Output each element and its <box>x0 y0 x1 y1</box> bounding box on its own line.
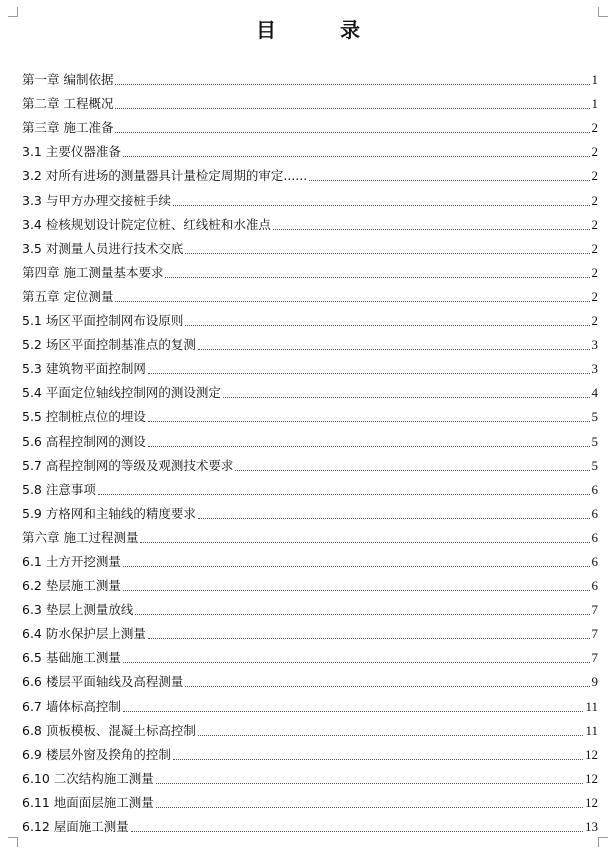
toc-entry-page-number[interactable]: 6 <box>591 578 598 594</box>
toc-entry-text[interactable]: 第四章 施工测量基本要求 <box>22 264 164 280</box>
toc-entry-text[interactable]: 6.6 楼层平面轴线及高程测量 <box>22 674 184 690</box>
toc-entry-text[interactable]: 5.8 注意事项 <box>22 481 96 497</box>
toc-entry-page-number[interactable]: 2 <box>591 288 598 304</box>
toc-entry-page-number[interactable]: 9 <box>591 674 598 690</box>
toc-dot-leader <box>273 229 590 230</box>
toc-entry-text[interactable]: 5.6 高程控制网的测设 <box>22 433 146 449</box>
toc-entry[interactable] <box>22 425 598 449</box>
toc-entry-text[interactable]: 6.10 二次结构施工测量 <box>22 770 154 786</box>
toc-entry[interactable] <box>22 570 598 594</box>
toc-entry-text[interactable]: 5.9 方格网和主轴线的精度要求 <box>22 505 196 521</box>
toc-entry[interactable] <box>22 88 598 112</box>
toc-entry[interactable] <box>22 450 598 474</box>
toc-entry-page-number[interactable]: 4 <box>591 385 598 401</box>
toc-entry-page-number[interactable]: 2 <box>591 240 598 256</box>
toc-dot-leader <box>185 253 589 254</box>
toc-entry[interactable] <box>22 112 598 136</box>
toc-entry-text[interactable]: 5.2 场区平面控制基准点的复测 <box>22 337 196 353</box>
toc-entry-text[interactable]: 第三章 施工准备 <box>22 120 114 136</box>
toc-dot-leader <box>185 686 589 687</box>
toc-entry-text[interactable]: 6.12 屋面施工测量 <box>22 819 129 834</box>
toc-dot-leader <box>148 638 590 639</box>
toc-entry-text[interactable]: 5.4 平面定位轴线控制网的测设测定 <box>22 385 221 401</box>
toc-entry-text[interactable]: 3.5 对测量人员进行技术交底 <box>22 240 184 256</box>
toc-entry[interactable] <box>22 618 598 642</box>
toc-dot-leader <box>156 807 583 808</box>
toc-dot-leader <box>198 518 590 519</box>
toc-dot-leader <box>223 397 590 398</box>
toc-entry[interactable] <box>22 209 598 233</box>
corner-mark-bottom-left <box>8 837 18 847</box>
toc-entry-text[interactable]: 3.3 与甲方办理交接桩手续 <box>22 192 171 208</box>
toc-entry-page-number[interactable]: 11 <box>585 722 598 738</box>
toc-entry-page-number[interactable]: 3 <box>591 337 598 353</box>
toc-entry[interactable] <box>22 160 598 184</box>
toc-dot-leader <box>235 470 589 471</box>
toc-dot-leader <box>131 831 583 832</box>
toc-entry[interactable] <box>22 377 598 401</box>
toc-entry-page-number[interactable]: 7 <box>591 626 598 642</box>
toc-entry-text[interactable]: 第二章 工程概况 <box>22 96 114 112</box>
toc-entry-page-number[interactable]: 12 <box>585 794 598 810</box>
toc-entry-page-number[interactable]: 11 <box>585 698 598 714</box>
toc-dot-leader <box>115 132 589 133</box>
toc-entry[interactable] <box>22 666 598 690</box>
toc-entry[interactable] <box>22 811 598 835</box>
toc-entry-text[interactable]: 6.2 垫层施工测量 <box>22 578 121 594</box>
toc-dot-leader <box>140 542 589 543</box>
toc-entry-page-number[interactable]: 2 <box>591 144 598 160</box>
toc-list <box>22 64 598 835</box>
toc-entry-text[interactable]: 6.5 基础施工测量 <box>22 650 121 666</box>
toc-entry-text[interactable]: 6.1 土方开挖测量 <box>22 553 121 569</box>
toc-dot-leader <box>123 590 590 591</box>
toc-entry-page-number[interactable]: 12 <box>585 746 598 762</box>
toc-entry-page-number[interactable]: 13 <box>585 819 598 834</box>
toc-entry[interactable] <box>22 136 598 160</box>
toc-dot-leader <box>148 421 590 422</box>
toc-dot-leader <box>165 277 589 278</box>
toc-dot-leader <box>123 156 590 157</box>
toc-entry[interactable] <box>22 257 598 281</box>
toc-dot-leader <box>123 711 584 712</box>
toc-entry[interactable] <box>22 787 598 811</box>
toc-entry[interactable] <box>22 690 598 714</box>
toc-dot-leader <box>123 662 590 663</box>
toc-entry[interactable] <box>22 763 598 787</box>
toc-dot-leader <box>173 759 583 760</box>
toc-entry-page-number[interactable]: 2 <box>591 313 598 329</box>
toc-entry[interactable] <box>22 64 598 88</box>
toc-entry-text[interactable]: 5.7 高程控制网的等级及观测技术要求 <box>22 457 234 473</box>
toc-dot-leader <box>123 566 590 567</box>
toc-entry-text[interactable]: 6.7 墙体标高控制 <box>22 698 121 714</box>
toc-entry[interactable] <box>22 184 598 208</box>
toc-entry-page-number[interactable]: 5 <box>591 457 598 473</box>
toc-entry-page-number[interactable]: 5 <box>591 409 598 425</box>
toc-dot-leader <box>173 205 590 206</box>
toc-entry[interactable] <box>22 281 598 305</box>
toc-entry-page-number[interactable]: 2 <box>591 192 598 208</box>
toc-entry[interactable] <box>22 522 598 546</box>
toc-entry[interactable] <box>22 739 598 763</box>
toc-entry[interactable] <box>22 305 598 329</box>
toc-entry-page-number[interactable]: 6 <box>591 481 598 497</box>
toc-entry-text[interactable]: 5.1 场区平面控制网布设原则 <box>22 313 184 329</box>
toc-entry-page-number[interactable]: 1 <box>591 96 598 112</box>
toc-dot-leader <box>115 84 589 85</box>
toc-entry-page-number[interactable]: 6 <box>591 529 598 545</box>
toc-entry-text[interactable]: 6.8 顶板模板、混凝土标高控制 <box>22 722 196 738</box>
toc-entry-text[interactable]: 第一章 编制依据 <box>22 72 114 88</box>
toc-dot-leader <box>98 494 590 495</box>
toc-entry-text[interactable]: 第六章 施工过程测量 <box>22 529 139 545</box>
toc-dot-leader <box>115 108 589 109</box>
corner-mark-bottom-right <box>598 837 608 847</box>
toc-entry[interactable] <box>22 715 598 739</box>
toc-entry-text[interactable]: 5.3 建筑物平面控制网 <box>22 361 146 377</box>
toc-entry-page-number[interactable]: 12 <box>585 770 598 786</box>
toc-entry[interactable] <box>22 498 598 522</box>
toc-title: 目 录 <box>256 18 382 42</box>
toc-dot-leader <box>148 446 590 447</box>
toc-entry-text[interactable]: 3.4 检核规划设计院定位桩、红线桩和水准点 <box>22 216 271 232</box>
toc-dot-leader <box>185 325 589 326</box>
toc-entry-text[interactable]: 6.3 垫层上测量放线 <box>22 602 134 618</box>
toc-entry[interactable] <box>22 642 598 666</box>
toc-entry[interactable] <box>22 401 598 425</box>
toc-entry[interactable] <box>22 546 598 570</box>
toc-entry[interactable] <box>22 233 598 257</box>
toc-entry-page-number[interactable]: 3 <box>591 361 598 377</box>
toc-entry[interactable] <box>22 594 598 618</box>
toc-entry-page-number[interactable]: 1 <box>591 72 598 88</box>
toc-dot-leader <box>115 301 589 302</box>
toc-entry-text[interactable]: 6.11 地面面层施工测量 <box>22 794 154 810</box>
toc-entry-text[interactable]: 6.4 防水保护层上测量 <box>22 626 146 642</box>
toc-entry-page-number[interactable]: 7 <box>591 602 598 618</box>
toc-entry[interactable] <box>22 353 598 377</box>
toc-dot-leader <box>198 735 584 736</box>
toc-entry-page-number[interactable]: 6 <box>591 553 598 569</box>
toc-dot-leader <box>198 349 590 350</box>
toc-entry-page-number[interactable]: 7 <box>591 650 598 666</box>
toc-entry-text[interactable]: 6.9 楼层外窗及揆角的控制 <box>22 746 171 762</box>
toc-entry-text[interactable]: 第五章 定位测量 <box>22 288 114 304</box>
toc-entry-text[interactable]: 3.1 主要仪器准备 <box>22 144 121 160</box>
toc-dot-leader <box>156 783 583 784</box>
toc-dot-leader <box>148 373 590 374</box>
toc-entry[interactable] <box>22 474 598 498</box>
toc-entry[interactable] <box>22 329 598 353</box>
toc-dot-leader <box>135 614 589 615</box>
toc-entry-page-number[interactable]: 2 <box>591 264 598 280</box>
toc-dot-leader <box>309 180 589 181</box>
toc-entry-page-number[interactable]: 5 <box>591 433 598 449</box>
toc-entry-page-number[interactable]: 2 <box>591 120 598 136</box>
toc-entry-page-number[interactable]: 6 <box>591 505 598 521</box>
toc-entry-page-number[interactable]: 2 <box>591 168 598 184</box>
toc-entry-text[interactable]: 5.5 控制桩点位的埋设 <box>22 409 146 425</box>
toc-entry-page-number[interactable]: 2 <box>591 216 598 232</box>
toc-entry-text[interactable]: 3.2 对所有进场的测量器具计量检定周期的审定...... <box>22 168 308 184</box>
